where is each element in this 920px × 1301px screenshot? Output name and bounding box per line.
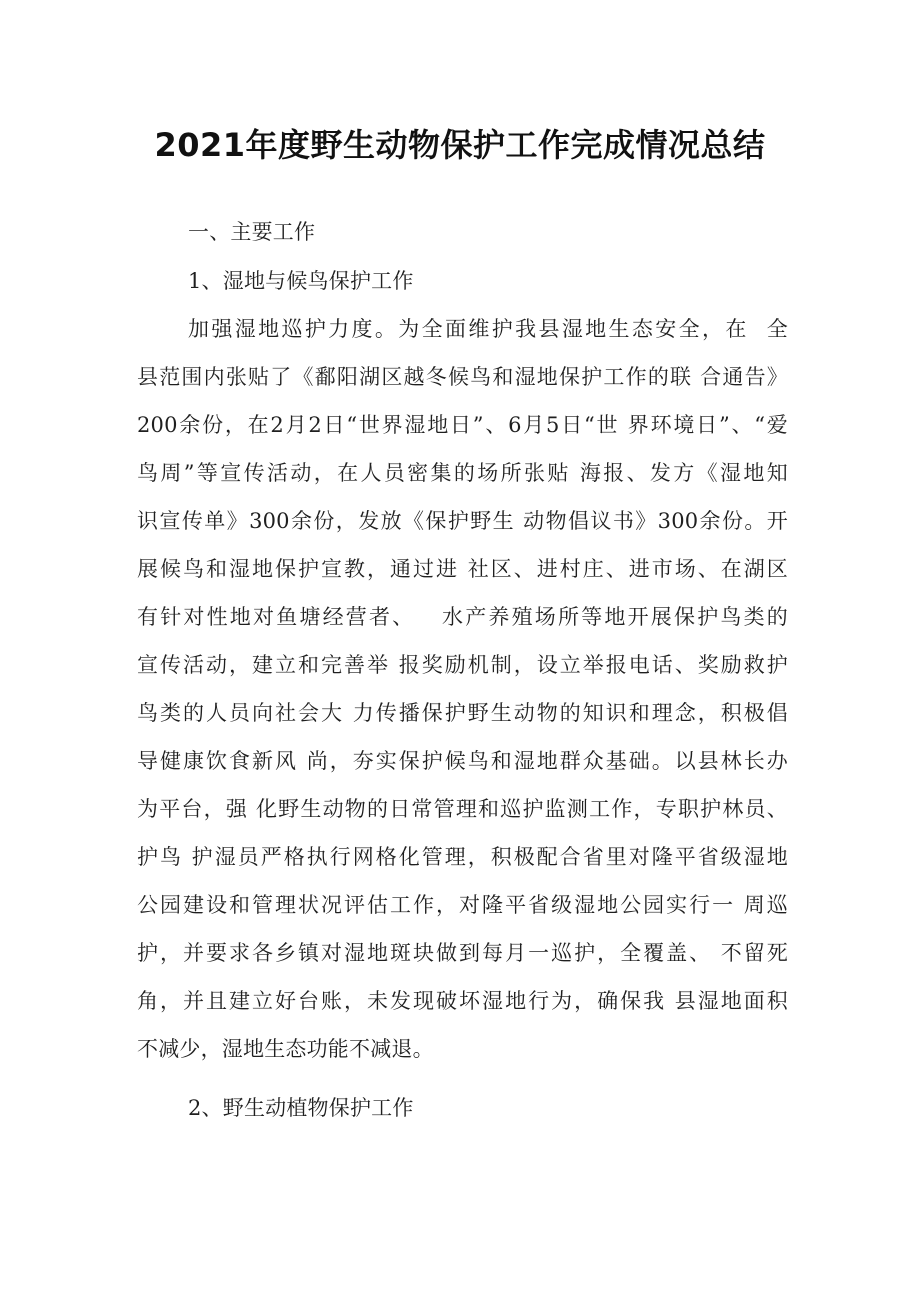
paragraph-line: 角，并且建立好台账，未发现破坏湿地行为，确保我 县湿地面积 (137, 989, 788, 1013)
paragraph-line: 不减少，湿地生态功能不减退。 (137, 1037, 434, 1061)
paragraph-line: 有针对性地对鱼塘经营者、 水产养殖场所等地开展保护鸟类的 (137, 605, 788, 629)
paragraph-line: 200余份，在2月2日“世界湿地日”、6月5日“世 界环境日”、“爱 (137, 413, 788, 437)
paragraph-line: 展候鸟和湿地保护宣教，通过进 社区、进村庄、进市场、在湖区 (137, 557, 788, 581)
paragraph-line: 导健康饮食新风 尚，夯实保护候鸟和湿地群众基础。以县林长办 (137, 749, 788, 773)
paragraph-line: 公园建设和管理状况评估工作，对隆平省级湿地公园实行一 周巡 (137, 893, 788, 917)
paragraph-line: 鸟周”等宣传活动，在人员密集的场所张贴 海报、发方《湿地知 (137, 461, 788, 485)
document-title: 2021年度野生动物保护工作完成情况总结 (154, 126, 766, 164)
paragraph-line: 护，并要求各乡镇对湿地斑块做到每月一巡护，全覆盖、 不留死 (137, 941, 788, 965)
paragraph-line: 宣传活动，建立和完善举 报奖励机制，设立举报电话、奖励救护 (137, 653, 788, 677)
paragraph-line: 加强湿地巡护力度。为全面维护我县湿地生态安全，在 全 (188, 317, 788, 341)
paragraph-line: 鸟类的人员向社会大 力传播保护野生动物的知识和理念，积极倡 (137, 701, 788, 725)
subsection-heading-wildlife: 2、野生动植物保护工作 (188, 1096, 414, 1120)
paragraph-line: 为平台，强 化野生动物的日常管理和巡护监测工作，专职护林员、 (137, 797, 788, 821)
paragraph-line: 护鸟 护湿员严格执行网格化管理，积极配合省里对隆平省级湿地 (137, 845, 788, 869)
section-heading-main-work: 一、主要工作 (188, 220, 316, 244)
subsection-heading-wetland: 1、湿地与候鸟保护工作 (188, 269, 414, 293)
paragraph-line: 县范围内张贴了《鄱阳湖区越冬候鸟和湿地保护工作的联 合通告》 (137, 365, 788, 389)
paragraph-line: 识宣传单》300余份，发放《保护野生 动物倡议书》300余份。开 (137, 509, 788, 533)
